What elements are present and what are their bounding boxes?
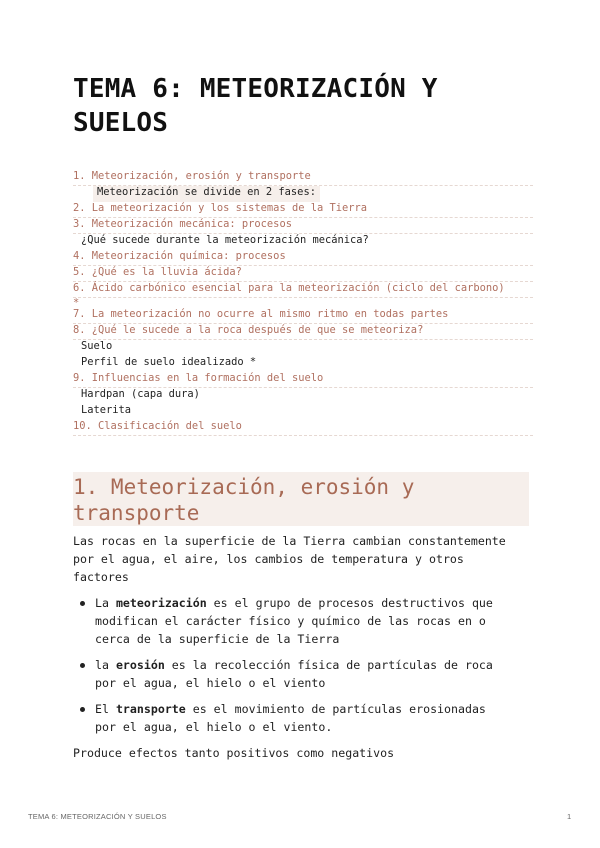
toc-link[interactable]: 1. Meteorización, erosión y transporte <box>73 170 533 186</box>
bullet-text: El <box>95 702 116 716</box>
definition-item-transporte <box>80 700 526 736</box>
intro-line: factores <box>73 570 129 584</box>
outro-paragraph: Produce efectos tanto positivos como negativos <box>73 746 395 760</box>
toc-link[interactable]: 10. Clasificación del suelo <box>73 420 533 436</box>
bullet-term: meteorización <box>115 596 207 610</box>
toc-note-row <box>73 186 533 202</box>
bullet-text: es la recolección física de partículas de roca <box>164 658 493 672</box>
definition-item-erosion <box>80 656 526 692</box>
section-heading-line-1: 1. Meteorización, erosión y <box>73 475 415 499</box>
title-line-2: SUELOS <box>73 108 169 138</box>
page-number: 1 <box>567 812 572 821</box>
bullet-text: La <box>95 596 116 610</box>
toc-asterisk: * <box>73 297 80 309</box>
bullet-text: modifican el carácter físico y químico de las rocas en o <box>95 614 486 628</box>
toc-note: Suelo <box>81 340 113 352</box>
toc-note: Hardpan (capa dura) <box>81 388 200 400</box>
toc-link[interactable]: 7. La meteorización no ocurre al mismo ritmo en todas partes <box>73 308 533 324</box>
bullet-term: erosión <box>115 658 165 672</box>
intro-line: por el agua, el aire, los cambios de temperatura y otros <box>73 552 464 566</box>
footer-title: TEMA 6: METEORIZACIÓN Y SUELOS <box>28 812 167 821</box>
bullet-term: transporte <box>115 702 186 716</box>
document-title <box>73 72 533 140</box>
definition-list <box>80 594 526 744</box>
bullet-icon <box>80 663 85 668</box>
bullet-icon <box>80 601 85 606</box>
bullet-text: es el grupo de procesos destructivos que <box>206 596 493 610</box>
toc-note: ¿Qué sucede durante la meteorización mecánica? <box>81 234 369 246</box>
intro-paragraph <box>73 532 533 586</box>
section-heading <box>73 472 529 526</box>
toc-link[interactable]: 9. Influencias en la formación del suelo <box>73 372 533 388</box>
table-of-contents <box>73 170 533 436</box>
toc-link[interactable]: 5. ¿Qué es la lluvia ácida? <box>73 266 533 282</box>
toc-link[interactable]: 6. Ácido carbónico esencial para la meteorización (ciclo del carbono) <box>73 282 533 298</box>
intro-line: Las rocas en la superficie de la Tierra cambian constantemente <box>73 534 506 548</box>
section-heading-line-2: transporte <box>73 501 200 525</box>
toc-note: Laterita <box>81 404 132 416</box>
bullet-text: por el agua, el hielo o el viento. <box>95 720 333 734</box>
bullet-text: por el agua, el hielo o el viento <box>95 676 326 690</box>
toc-link[interactable]: 3. Meteorización mecánica: procesos <box>73 218 533 234</box>
toc-note: Perfil de suelo idealizado * <box>81 356 257 368</box>
bullet-text: cerca de la superficie de la Tierra <box>95 632 340 646</box>
title-line-1: TEMA 6: METEORIZACIÓN Y <box>73 74 438 104</box>
toc-link[interactable]: 4. Meteorización química: procesos <box>73 250 533 266</box>
definition-item-meteorizacion <box>80 594 526 648</box>
toc-link[interactable]: 2. La meteorización y los sistemas de la Tierra <box>73 202 533 218</box>
bullet-icon <box>80 707 85 712</box>
toc-highlighted-note: Meteorización se divide en 2 fases: <box>93 186 320 202</box>
bullet-text: la <box>95 658 116 672</box>
bullet-text: es el movimiento de partículas erosionadas <box>185 702 486 716</box>
toc-link[interactable]: 8. ¿Qué le sucede a la roca después de que se meteoriza? <box>73 324 533 340</box>
